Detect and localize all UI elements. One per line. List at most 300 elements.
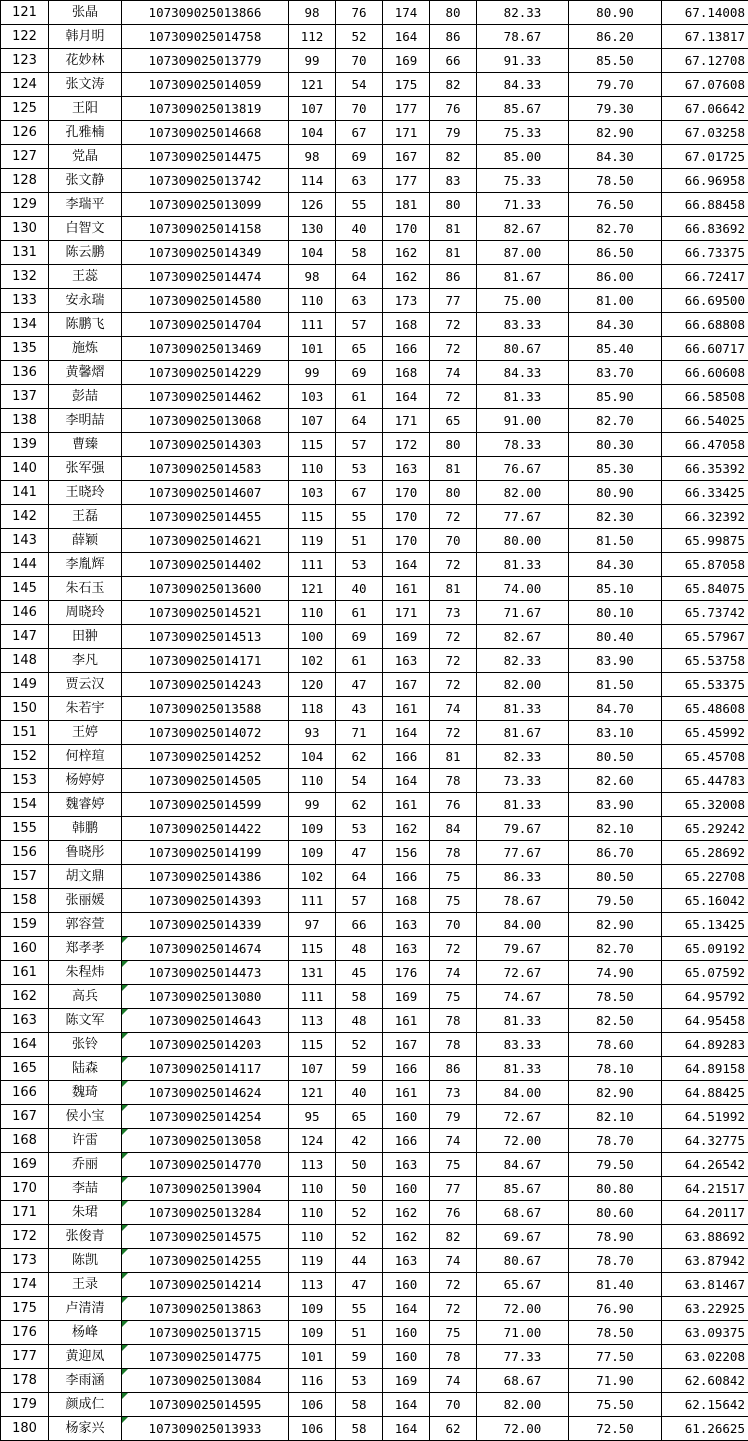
name-cell: 陈鹏飞 bbox=[49, 313, 122, 337]
name-cell: 朱珺 bbox=[49, 1201, 122, 1225]
exam-id-cell: 107309025014621 bbox=[122, 529, 289, 553]
score2-cell: 51 bbox=[336, 529, 383, 553]
score2-cell: 63 bbox=[336, 289, 383, 313]
score3-cell: 86 bbox=[430, 265, 477, 289]
exam-id-cell: 107309025014393 bbox=[122, 889, 289, 913]
table-row bbox=[1, 793, 748, 817]
name-cell: 白智文 bbox=[49, 217, 122, 241]
final-score-cell: 63.81467 bbox=[662, 1273, 748, 1297]
exam-id-cell: 107309025014473 bbox=[122, 961, 289, 985]
score5-cell: 78.60 bbox=[569, 1033, 662, 1057]
final-score-cell: 67.12708 bbox=[662, 49, 748, 73]
score5-cell: 81.50 bbox=[569, 673, 662, 697]
total-cell: 160 bbox=[383, 1345, 430, 1369]
total-cell: 160 bbox=[383, 1321, 430, 1345]
total-cell: 171 bbox=[383, 601, 430, 625]
total-cell: 169 bbox=[383, 49, 430, 73]
score5-cell: 79.50 bbox=[569, 1153, 662, 1177]
rank-cell: 179 bbox=[1, 1393, 49, 1417]
score1-cell: 130 bbox=[289, 217, 336, 241]
score1-cell: 110 bbox=[289, 769, 336, 793]
name-cell: 张文静 bbox=[49, 169, 122, 193]
total-cell: 164 bbox=[383, 385, 430, 409]
score3-cell: 75 bbox=[430, 985, 477, 1009]
rank-cell: 180 bbox=[1, 1417, 49, 1441]
score3-cell: 80 bbox=[430, 481, 477, 505]
name-cell: 施炼 bbox=[49, 337, 122, 361]
score5-cell: 78.50 bbox=[569, 1321, 662, 1345]
rank-cell: 173 bbox=[1, 1249, 49, 1273]
exam-id-cell: 107309025014349 bbox=[122, 241, 289, 265]
rank-cell: 131 bbox=[1, 241, 49, 265]
score1-cell: 99 bbox=[289, 49, 336, 73]
score3-cell: 80 bbox=[430, 433, 477, 457]
score4-cell: 86.33 bbox=[477, 865, 569, 889]
rank-cell: 134 bbox=[1, 313, 49, 337]
score3-cell: 81 bbox=[430, 457, 477, 481]
score2-cell: 67 bbox=[336, 481, 383, 505]
name-cell: 朱若宇 bbox=[49, 697, 122, 721]
score5-cell: 83.90 bbox=[569, 649, 662, 673]
rank-cell: 148 bbox=[1, 649, 49, 673]
rank-cell: 165 bbox=[1, 1057, 49, 1081]
total-cell: 170 bbox=[383, 217, 430, 241]
score4-cell: 72.00 bbox=[477, 1129, 569, 1153]
score2-cell: 47 bbox=[336, 1273, 383, 1297]
score5-cell: 78.50 bbox=[569, 169, 662, 193]
score2-cell: 70 bbox=[336, 49, 383, 73]
score3-cell: 81 bbox=[430, 217, 477, 241]
total-cell: 168 bbox=[383, 313, 430, 337]
score1-cell: 107 bbox=[289, 97, 336, 121]
rank-cell: 174 bbox=[1, 1273, 49, 1297]
score4-cell: 74.67 bbox=[477, 985, 569, 1009]
score3-cell: 72 bbox=[430, 1273, 477, 1297]
score5-cell: 84.30 bbox=[569, 553, 662, 577]
exam-id-cell: 107309025014229 bbox=[122, 361, 289, 385]
final-score-cell: 65.45708 bbox=[662, 745, 748, 769]
score2-cell: 50 bbox=[336, 1153, 383, 1177]
final-score-cell: 65.29242 bbox=[662, 817, 748, 841]
score3-cell: 75 bbox=[430, 865, 477, 889]
name-cell: 王磊 bbox=[49, 505, 122, 529]
total-cell: 163 bbox=[383, 913, 430, 937]
score1-cell: 113 bbox=[289, 1273, 336, 1297]
total-cell: 174 bbox=[383, 1, 430, 25]
score3-cell: 80 bbox=[430, 193, 477, 217]
exam-id-cell: 107309025013284 bbox=[122, 1201, 289, 1225]
score2-cell: 52 bbox=[336, 1033, 383, 1057]
table-row bbox=[1, 1417, 748, 1441]
name-cell: 张铃 bbox=[49, 1033, 122, 1057]
score1-cell: 111 bbox=[289, 553, 336, 577]
score5-cell: 80.80 bbox=[569, 1177, 662, 1201]
rank-cell: 132 bbox=[1, 265, 49, 289]
score2-cell: 59 bbox=[336, 1345, 383, 1369]
score4-cell: 81.33 bbox=[477, 385, 569, 409]
final-score-cell: 65.09192 bbox=[662, 937, 748, 961]
rank-cell: 152 bbox=[1, 745, 49, 769]
score3-cell: 79 bbox=[430, 121, 477, 145]
score4-cell: 71.67 bbox=[477, 601, 569, 625]
total-cell: 160 bbox=[383, 1105, 430, 1129]
rank-cell: 167 bbox=[1, 1105, 49, 1129]
score2-cell: 65 bbox=[336, 1105, 383, 1129]
name-cell: 许雷 bbox=[49, 1129, 122, 1153]
exam-id-cell: 107309025014775 bbox=[122, 1345, 289, 1369]
final-score-cell: 65.87058 bbox=[662, 553, 748, 577]
score5-cell: 86.70 bbox=[569, 841, 662, 865]
score3-cell: 78 bbox=[430, 841, 477, 865]
exam-id-cell: 107309025014575 bbox=[122, 1225, 289, 1249]
score4-cell: 77.33 bbox=[477, 1345, 569, 1369]
score3-cell: 74 bbox=[430, 361, 477, 385]
score4-cell: 68.67 bbox=[477, 1201, 569, 1225]
score4-cell: 84.00 bbox=[477, 913, 569, 937]
table-row bbox=[1, 769, 748, 793]
total-cell: 169 bbox=[383, 1369, 430, 1393]
score5-cell: 85.30 bbox=[569, 457, 662, 481]
score4-cell: 82.33 bbox=[477, 1, 569, 25]
score3-cell: 77 bbox=[430, 1177, 477, 1201]
total-cell: 166 bbox=[383, 865, 430, 889]
rank-cell: 177 bbox=[1, 1345, 49, 1369]
score5-cell: 75.50 bbox=[569, 1393, 662, 1417]
score4-cell: 81.67 bbox=[477, 265, 569, 289]
score5-cell: 85.50 bbox=[569, 49, 662, 73]
score2-cell: 61 bbox=[336, 649, 383, 673]
final-score-cell: 66.47058 bbox=[662, 433, 748, 457]
rank-cell: 146 bbox=[1, 601, 49, 625]
total-cell: 168 bbox=[383, 889, 430, 913]
score2-cell: 48 bbox=[336, 1009, 383, 1033]
score1-cell: 107 bbox=[289, 409, 336, 433]
final-score-cell: 61.26625 bbox=[662, 1417, 748, 1441]
score5-cell: 82.30 bbox=[569, 505, 662, 529]
score5-cell: 86.50 bbox=[569, 241, 662, 265]
exam-id-cell: 107309025014758 bbox=[122, 25, 289, 49]
table-row bbox=[1, 1153, 748, 1177]
table-row bbox=[1, 193, 748, 217]
score3-cell: 70 bbox=[430, 1393, 477, 1417]
table-row bbox=[1, 913, 748, 937]
final-score-cell: 64.95458 bbox=[662, 1009, 748, 1033]
rank-cell: 129 bbox=[1, 193, 49, 217]
score3-cell: 84 bbox=[430, 817, 477, 841]
total-cell: 161 bbox=[383, 793, 430, 817]
total-cell: 168 bbox=[383, 361, 430, 385]
score2-cell: 61 bbox=[336, 601, 383, 625]
rank-cell: 176 bbox=[1, 1321, 49, 1345]
score4-cell: 77.67 bbox=[477, 841, 569, 865]
table-row bbox=[1, 169, 748, 193]
score3-cell: 78 bbox=[430, 1033, 477, 1057]
name-cell: 孔雅楠 bbox=[49, 121, 122, 145]
final-score-cell: 66.83692 bbox=[662, 217, 748, 241]
score1-cell: 120 bbox=[289, 673, 336, 697]
exam-id-cell: 107309025014199 bbox=[122, 841, 289, 865]
exam-id-cell: 107309025014059 bbox=[122, 73, 289, 97]
score5-cell: 72.50 bbox=[569, 1417, 662, 1441]
exam-id-cell: 107309025013080 bbox=[122, 985, 289, 1009]
score5-cell: 86.00 bbox=[569, 265, 662, 289]
rank-cell: 160 bbox=[1, 937, 49, 961]
name-cell: 曹臻 bbox=[49, 433, 122, 457]
rank-cell: 121 bbox=[1, 1, 49, 25]
total-cell: 170 bbox=[383, 481, 430, 505]
score3-cell: 83 bbox=[430, 169, 477, 193]
score2-cell: 53 bbox=[336, 817, 383, 841]
score5-cell: 78.90 bbox=[569, 1225, 662, 1249]
score1-cell: 102 bbox=[289, 865, 336, 889]
rank-cell: 166 bbox=[1, 1081, 49, 1105]
table-row bbox=[1, 49, 748, 73]
score5-cell: 78.50 bbox=[569, 985, 662, 1009]
score2-cell: 57 bbox=[336, 889, 383, 913]
score1-cell: 103 bbox=[289, 481, 336, 505]
score4-cell: 80.67 bbox=[477, 337, 569, 361]
score1-cell: 102 bbox=[289, 649, 336, 673]
score5-cell: 85.90 bbox=[569, 385, 662, 409]
rank-cell: 133 bbox=[1, 289, 49, 313]
table-row bbox=[1, 1057, 748, 1081]
score3-cell: 79 bbox=[430, 1105, 477, 1129]
score3-cell: 74 bbox=[430, 961, 477, 985]
rank-cell: 135 bbox=[1, 337, 49, 361]
final-score-cell: 66.96958 bbox=[662, 169, 748, 193]
table-row bbox=[1, 1105, 748, 1129]
score2-cell: 55 bbox=[336, 505, 383, 529]
final-score-cell: 67.07608 bbox=[662, 73, 748, 97]
score2-cell: 62 bbox=[336, 745, 383, 769]
final-score-cell: 65.28692 bbox=[662, 841, 748, 865]
score2-cell: 57 bbox=[336, 433, 383, 457]
score2-cell: 61 bbox=[336, 385, 383, 409]
score3-cell: 82 bbox=[430, 1225, 477, 1249]
score1-cell: 121 bbox=[289, 577, 336, 601]
score5-cell: 80.90 bbox=[569, 1, 662, 25]
total-cell: 161 bbox=[383, 697, 430, 721]
score3-cell: 75 bbox=[430, 1153, 477, 1177]
total-cell: 170 bbox=[383, 529, 430, 553]
score4-cell: 91.33 bbox=[477, 49, 569, 73]
final-score-cell: 64.21517 bbox=[662, 1177, 748, 1201]
score2-cell: 58 bbox=[336, 1393, 383, 1417]
table-row bbox=[1, 625, 748, 649]
total-cell: 163 bbox=[383, 457, 430, 481]
rank-cell: 156 bbox=[1, 841, 49, 865]
score5-cell: 81.00 bbox=[569, 289, 662, 313]
rank-cell: 122 bbox=[1, 25, 49, 49]
exam-id-cell: 107309025014674 bbox=[122, 937, 289, 961]
score2-cell: 40 bbox=[336, 217, 383, 241]
score1-cell: 110 bbox=[289, 1201, 336, 1225]
score3-cell: 72 bbox=[430, 649, 477, 673]
score4-cell: 76.67 bbox=[477, 457, 569, 481]
table-row bbox=[1, 865, 748, 889]
exam-id-cell: 107309025013469 bbox=[122, 337, 289, 361]
score5-cell: 80.10 bbox=[569, 601, 662, 625]
table-row bbox=[1, 1009, 748, 1033]
score5-cell: 82.10 bbox=[569, 817, 662, 841]
score4-cell: 91.00 bbox=[477, 409, 569, 433]
exam-id-cell: 107309025014158 bbox=[122, 217, 289, 241]
score5-cell: 79.30 bbox=[569, 97, 662, 121]
final-score-cell: 65.44783 bbox=[662, 769, 748, 793]
score2-cell: 40 bbox=[336, 1081, 383, 1105]
rank-cell: 169 bbox=[1, 1153, 49, 1177]
score2-cell: 52 bbox=[336, 25, 383, 49]
score4-cell: 77.67 bbox=[477, 505, 569, 529]
score3-cell: 72 bbox=[430, 721, 477, 745]
total-cell: 175 bbox=[383, 73, 430, 97]
name-cell: 李明喆 bbox=[49, 409, 122, 433]
score2-cell: 55 bbox=[336, 1297, 383, 1321]
score4-cell: 75.00 bbox=[477, 289, 569, 313]
score4-cell: 84.33 bbox=[477, 73, 569, 97]
table-row bbox=[1, 457, 748, 481]
score5-cell: 84.30 bbox=[569, 145, 662, 169]
rank-cell: 126 bbox=[1, 121, 49, 145]
table-row bbox=[1, 961, 748, 985]
final-score-cell: 63.87942 bbox=[662, 1249, 748, 1273]
table-row bbox=[1, 1273, 748, 1297]
total-cell: 167 bbox=[383, 673, 430, 697]
score5-cell: 77.50 bbox=[569, 1345, 662, 1369]
rank-cell: 125 bbox=[1, 97, 49, 121]
score5-cell: 78.70 bbox=[569, 1249, 662, 1273]
score4-cell: 72.00 bbox=[477, 1417, 569, 1441]
name-cell: 彭喆 bbox=[49, 385, 122, 409]
name-cell: 陈云鹏 bbox=[49, 241, 122, 265]
exam-id-cell: 107309025013933 bbox=[122, 1417, 289, 1441]
name-cell: 韩鹏 bbox=[49, 817, 122, 841]
score1-cell: 126 bbox=[289, 193, 336, 217]
score4-cell: 79.67 bbox=[477, 817, 569, 841]
score1-cell: 104 bbox=[289, 745, 336, 769]
score2-cell: 69 bbox=[336, 361, 383, 385]
score4-cell: 71.33 bbox=[477, 193, 569, 217]
rank-cell: 138 bbox=[1, 409, 49, 433]
final-score-cell: 63.09375 bbox=[662, 1321, 748, 1345]
final-score-cell: 66.33425 bbox=[662, 481, 748, 505]
score2-cell: 47 bbox=[336, 673, 383, 697]
score2-cell: 64 bbox=[336, 265, 383, 289]
rank-cell: 130 bbox=[1, 217, 49, 241]
score5-cell: 76.90 bbox=[569, 1297, 662, 1321]
total-cell: 166 bbox=[383, 337, 430, 361]
exam-id-cell: 107309025014422 bbox=[122, 817, 289, 841]
final-score-cell: 66.58508 bbox=[662, 385, 748, 409]
score2-cell: 53 bbox=[336, 553, 383, 577]
score3-cell: 76 bbox=[430, 793, 477, 817]
score3-cell: 86 bbox=[430, 1057, 477, 1081]
score4-cell: 74.00 bbox=[477, 577, 569, 601]
exam-id-cell: 107309025014255 bbox=[122, 1249, 289, 1273]
name-cell: 杨峰 bbox=[49, 1321, 122, 1345]
score1-cell: 93 bbox=[289, 721, 336, 745]
table-row bbox=[1, 1, 748, 25]
exam-id-cell: 107309025013068 bbox=[122, 409, 289, 433]
score5-cell: 82.90 bbox=[569, 121, 662, 145]
final-score-cell: 66.68808 bbox=[662, 313, 748, 337]
rank-cell: 157 bbox=[1, 865, 49, 889]
score3-cell: 82 bbox=[430, 73, 477, 97]
exam-id-cell: 107309025013600 bbox=[122, 577, 289, 601]
final-score-cell: 67.13817 bbox=[662, 25, 748, 49]
total-cell: 169 bbox=[383, 625, 430, 649]
score4-cell: 80.67 bbox=[477, 1249, 569, 1273]
exam-id-cell: 107309025013084 bbox=[122, 1369, 289, 1393]
score3-cell: 82 bbox=[430, 145, 477, 169]
rank-cell: 158 bbox=[1, 889, 49, 913]
score5-cell: 83.10 bbox=[569, 721, 662, 745]
score1-cell: 106 bbox=[289, 1417, 336, 1441]
final-score-cell: 65.16042 bbox=[662, 889, 748, 913]
name-cell: 王阳 bbox=[49, 97, 122, 121]
score4-cell: 87.00 bbox=[477, 241, 569, 265]
rank-cell: 143 bbox=[1, 529, 49, 553]
score3-cell: 81 bbox=[430, 745, 477, 769]
table-row bbox=[1, 889, 748, 913]
score3-cell: 78 bbox=[430, 1345, 477, 1369]
score3-cell: 78 bbox=[430, 1009, 477, 1033]
total-cell: 163 bbox=[383, 1153, 430, 1177]
score1-cell: 121 bbox=[289, 73, 336, 97]
final-score-cell: 64.32775 bbox=[662, 1129, 748, 1153]
table-row bbox=[1, 313, 748, 337]
final-score-cell: 65.53758 bbox=[662, 649, 748, 673]
table-row bbox=[1, 673, 748, 697]
rank-cell: 172 bbox=[1, 1225, 49, 1249]
total-cell: 162 bbox=[383, 265, 430, 289]
score1-cell: 101 bbox=[289, 337, 336, 361]
final-score-cell: 62.60842 bbox=[662, 1369, 748, 1393]
name-cell: 侯小宝 bbox=[49, 1105, 122, 1129]
table-row bbox=[1, 1129, 748, 1153]
final-score-cell: 64.89283 bbox=[662, 1033, 748, 1057]
score1-cell: 110 bbox=[289, 601, 336, 625]
total-cell: 161 bbox=[383, 1081, 430, 1105]
total-cell: 162 bbox=[383, 817, 430, 841]
score5-cell: 84.70 bbox=[569, 697, 662, 721]
score2-cell: 58 bbox=[336, 1417, 383, 1441]
score2-cell: 54 bbox=[336, 73, 383, 97]
exam-id-cell: 107309025014770 bbox=[122, 1153, 289, 1177]
name-cell: 贾云汉 bbox=[49, 673, 122, 697]
exam-id-cell: 107309025014203 bbox=[122, 1033, 289, 1057]
exam-id-cell: 107309025014386 bbox=[122, 865, 289, 889]
table-row bbox=[1, 841, 748, 865]
score5-cell: 81.40 bbox=[569, 1273, 662, 1297]
score1-cell: 110 bbox=[289, 1177, 336, 1201]
score4-cell: 85.67 bbox=[477, 97, 569, 121]
table-row bbox=[1, 145, 748, 169]
name-cell: 田翀 bbox=[49, 625, 122, 649]
score2-cell: 53 bbox=[336, 1369, 383, 1393]
table-row bbox=[1, 97, 748, 121]
score5-cell: 76.50 bbox=[569, 193, 662, 217]
table-row bbox=[1, 553, 748, 577]
rank-cell: 162 bbox=[1, 985, 49, 1009]
score2-cell: 58 bbox=[336, 241, 383, 265]
score4-cell: 81.33 bbox=[477, 697, 569, 721]
score5-cell: 78.10 bbox=[569, 1057, 662, 1081]
score1-cell: 121 bbox=[289, 1081, 336, 1105]
rank-cell: 175 bbox=[1, 1297, 49, 1321]
score3-cell: 76 bbox=[430, 97, 477, 121]
exam-id-cell: 107309025014513 bbox=[122, 625, 289, 649]
